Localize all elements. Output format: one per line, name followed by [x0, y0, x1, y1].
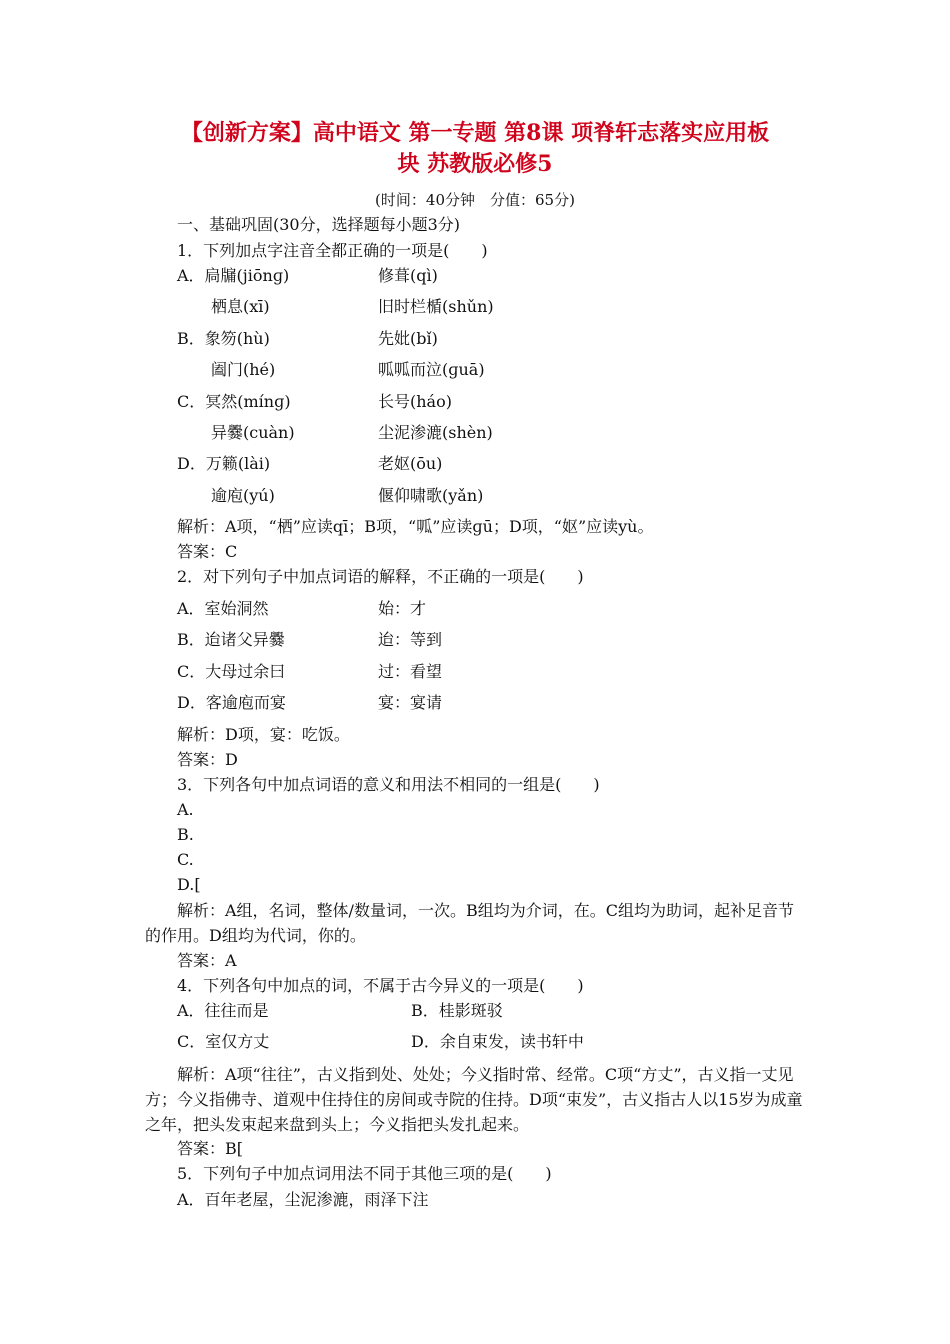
q3-stem: 3．下列各句中加点词语的意义和用法不相同的一组是( ): [177, 775, 600, 794]
q2-option-c: C．大母过余曰: [177, 662, 286, 681]
section-heading: 一、基础巩固(30分，选择题每小题3分): [177, 215, 461, 234]
q2-stem: 2．对下列句子中加点词语的解释，不正确的一项是( ): [177, 567, 584, 586]
q1-option-c-left-2: 异爨(cuàn): [211, 423, 295, 442]
q3-answer: 答案：A: [177, 951, 237, 970]
q3-analysis: 解析：A组，名词，整体/数量词，一次。B组均为介词，在。C组均为助词，起补足音节的作用。D组均为代词，你的。: [145, 901, 794, 945]
q3-option-d: D.[: [177, 875, 201, 894]
title-line-2: 块 苏教版必修5: [397, 151, 553, 177]
q1-option-c-right: 长号(háo): [378, 392, 452, 411]
q1-answer: 答案：C: [177, 542, 238, 561]
q4-option-a: A．往往而是: [177, 1001, 269, 1020]
q4-option-d: D．余自束发，读书轩中: [411, 1032, 584, 1051]
q1-option-d-left-2: 逾庖(yú): [211, 486, 275, 505]
q4-option-b: B．桂影斑驳: [411, 1001, 503, 1020]
q2-option-b-gloss: 迨：等到: [378, 630, 443, 649]
q3-option-c: C.: [177, 850, 194, 869]
q2-option-a-gloss: 始：才: [378, 599, 427, 618]
q1-option-b-left: B．象笏(hù): [177, 329, 270, 348]
q4-option-c: C．室仅方丈: [177, 1032, 270, 1051]
q2-option-b: B．迨诸父异爨: [177, 630, 285, 649]
q5-stem: 5．下列句子中加点词用法不同于其他三项的是( ): [177, 1164, 552, 1183]
q1-option-b-right-2: 呱呱而泣(ɡuā): [378, 360, 485, 379]
q3-option-b: B.: [177, 825, 194, 844]
q4-answer: 答案：B[: [177, 1139, 244, 1158]
q4-analysis: 解析：A项“往往”，古义指到处、处处；今义指时常、经常。C项“方丈”，古义指一丈见方；今义指佛寺、道观中住持住的房间或寺院的住持。D项“束发”，古义指古人以15岁为成童之年，把头发束起来盘到头上；今义指把头发扎起来。: [145, 1065, 803, 1134]
q1-option-d-right: 老妪(ōu): [378, 454, 443, 473]
q4-stem: 4．下列各句中加点的词，不属于古今异义的一项是( ): [177, 976, 584, 995]
q1-option-d-left: D．万籁(lài): [177, 454, 271, 473]
q1-option-d-right-2: 偃仰啸歌(yǎn): [378, 486, 484, 505]
q1-analysis: 解析：A项，“栖”应读qī；B项，“呱”应读ɡū；D项，“妪”应读yù。: [177, 517, 654, 536]
q2-option-a: A．室始洞然: [177, 599, 269, 618]
q1-stem: 1．下列加点字注音全都正确的一项是( ): [177, 241, 488, 260]
q2-option-c-gloss: 过：看望: [378, 662, 443, 681]
q2-option-d: D．客逾庖而宴: [177, 693, 286, 712]
q2-option-d-gloss: 宴：宴请: [378, 693, 443, 712]
q5-option-a: A．百年老屋，尘泥渗漉，雨泽下注: [177, 1190, 429, 1209]
q2-answer: 答案：D: [177, 750, 238, 769]
q1-option-b-right: 先妣(bǐ): [378, 329, 438, 348]
q1-option-b-left-2: 阖门(hé): [211, 360, 276, 379]
title-line-1: 【创新方案】高中语文 第一专题 第8课 项脊轩志落实应用板: [180, 120, 770, 146]
q1-option-a-right-2: 旧时栏楯(shǔn): [378, 297, 494, 316]
q1-option-a-left: A．扃牖(jiōnɡ): [177, 266, 290, 285]
q1-option-a-right: 修葺(qì): [378, 266, 438, 285]
q1-option-c-right-2: 尘泥渗漉(shèn): [378, 423, 493, 442]
q3-option-a: A.: [177, 800, 194, 819]
q1-option-c-left: C．冥然(mínɡ): [177, 392, 291, 411]
q1-option-a-left-2: 栖息(xī): [211, 297, 270, 316]
time-score-info: (时间：40分钟 分值：65分): [375, 191, 575, 209]
q2-analysis: 解析：D项，宴：吃饭。: [177, 725, 350, 744]
document-title: [145, 118, 805, 180]
